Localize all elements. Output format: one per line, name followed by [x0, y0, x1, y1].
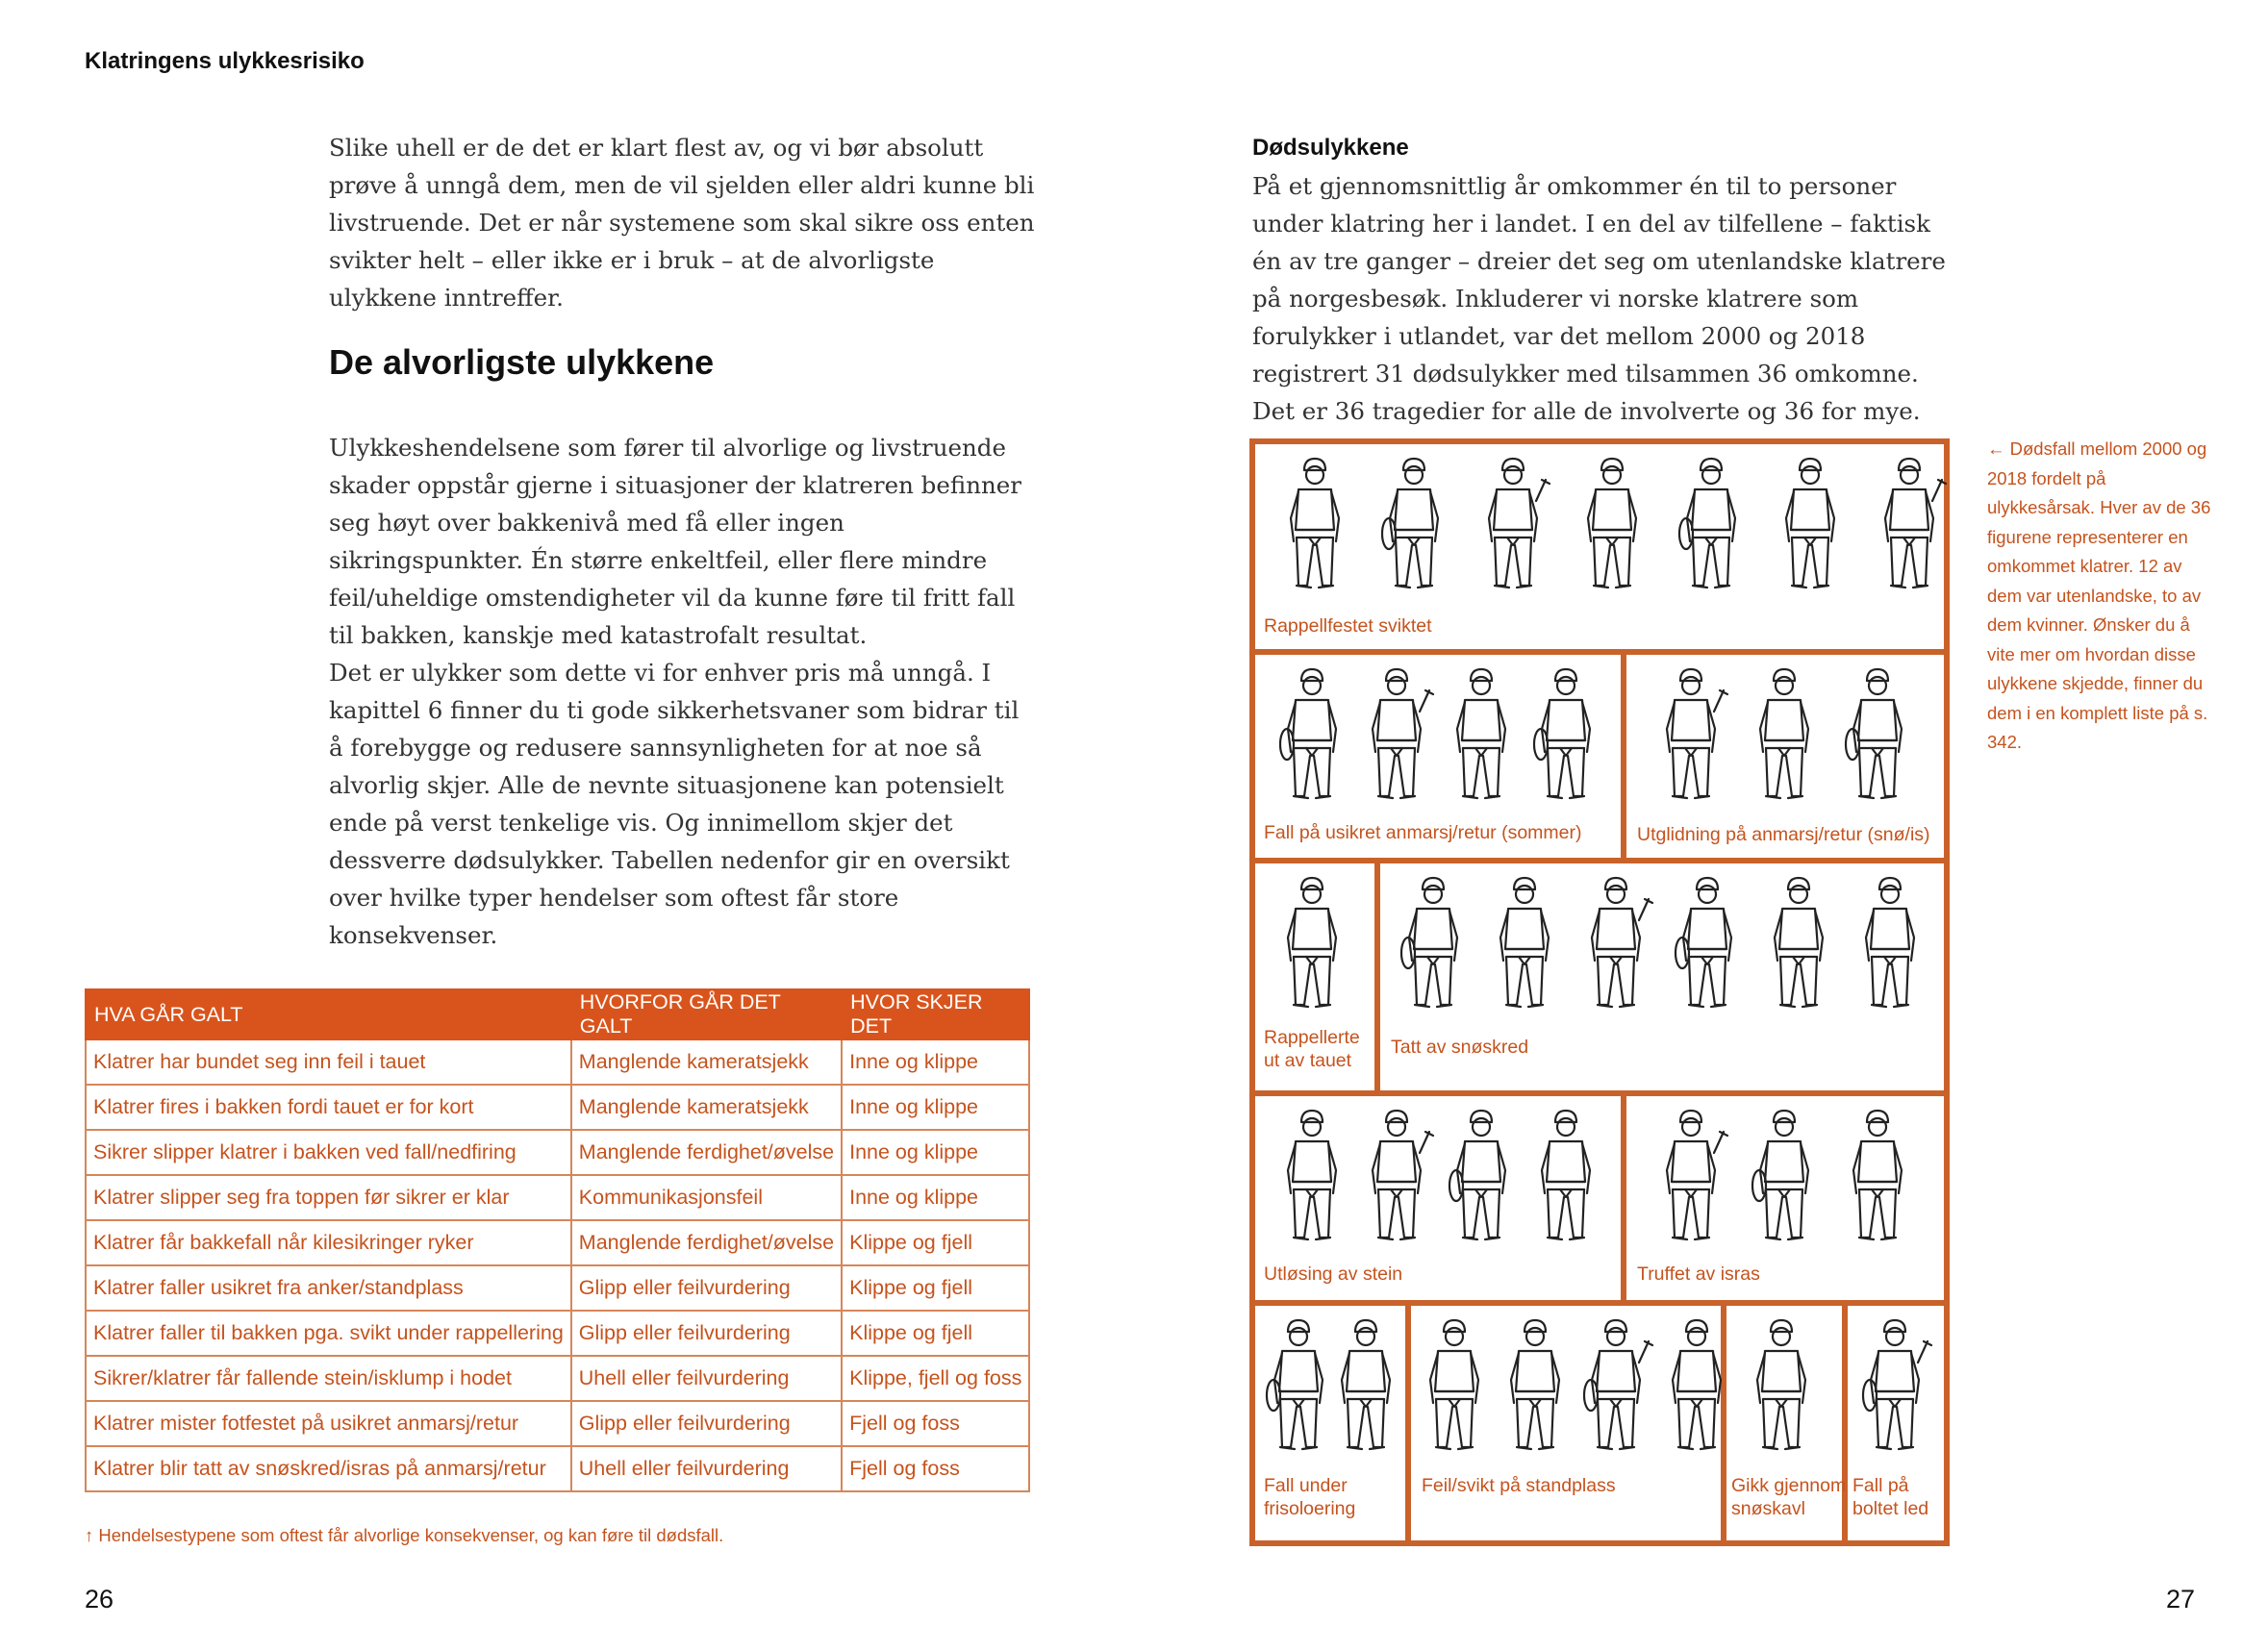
category-label: Fall på usikret anmarsj/retur (sommer) [1264, 822, 1582, 843]
table-row [86, 1446, 1029, 1491]
category-label-line: frisoloering [1264, 1498, 1356, 1519]
category-label-line: ut av tauet [1264, 1050, 1352, 1071]
climber-figure [1288, 878, 1336, 1007]
paragraph-1-text: Ulykkeshendelsene som fører til alvorlige og livstruende skader oppstår gjerne i situasjoner der klatreren befinner seg høyt over bakkenivå med få eller ingen sikringspunkter. Én større enkeltfeil, eller flere mindre feil/uheldige omstendigheter vil da kunne føre til fritt fall til bakken, kanskje med katastrofalt resultat. [329, 434, 1021, 649]
cell-what: Sikrer slipper klatrer i bakken ved fall/nedfiring [86, 1130, 571, 1175]
header-why: HVORFOR GÅR DET GALT [571, 989, 842, 1039]
climber-figure [1760, 669, 1808, 798]
climber-figure [1373, 1111, 1433, 1239]
climber-figure [1846, 669, 1902, 798]
climber-figure [1673, 1320, 1721, 1449]
cell-where: Fjell og foss [842, 1401, 1029, 1446]
cell-what: Klatrer slipper seg fra toppen før sikrer er klar [86, 1175, 571, 1220]
cell-where: Inne og klippe [842, 1085, 1029, 1130]
climber-figure [1866, 878, 1914, 1007]
intro-paragraph [329, 129, 1036, 316]
cell-what: Klatrer blir tatt av snøskred/isras på anmarsj/retur [86, 1446, 571, 1491]
climber-figure [1592, 878, 1652, 1007]
paragraph-2 [329, 654, 1036, 954]
climber-figure [1280, 669, 1336, 798]
header-what: HVA GÅR GALT [86, 989, 571, 1039]
cell-why: Glipp eller feilvurdering [571, 1401, 842, 1446]
category-label: Utløsing av stein [1264, 1263, 1403, 1285]
category-label-line: boltet led [1852, 1498, 1929, 1519]
climber-figure [1489, 459, 1550, 588]
table-row [86, 1311, 1029, 1356]
cell-where: Klippe, fjell og foss [842, 1356, 1029, 1401]
cell-why: Manglende kameratsjekk [571, 1039, 842, 1085]
category-label: Feil/svikt på standplass [1422, 1475, 1616, 1496]
category-label-line: Fall under [1264, 1475, 1348, 1496]
cell-where: Klippe og fjell [842, 1265, 1029, 1311]
risk-table-body [86, 1039, 1029, 1491]
table-row [86, 1265, 1029, 1311]
climber-figure [1542, 1111, 1590, 1239]
category-label-line: Gikk gjennom [1731, 1475, 1847, 1496]
cell-where: Klippe og fjell [842, 1311, 1029, 1356]
cell-why: Glipp eller feilvurdering [571, 1311, 842, 1356]
climber-figure [1863, 1320, 1931, 1449]
category-label: Tatt av snøskred [1391, 1037, 1529, 1058]
cell-where: Inne og klippe [842, 1039, 1029, 1085]
cell-where: Inne og klippe [842, 1130, 1029, 1175]
table-row [86, 1130, 1029, 1175]
cell-what: Klatrer faller usikret fra anker/standplass [86, 1265, 571, 1311]
category-label: Rappellfestet sviktet [1264, 615, 1432, 637]
climber-figure [1757, 1320, 1805, 1449]
climber-figure [1584, 1320, 1652, 1449]
table-header-row [86, 989, 1029, 1039]
fatality-chart [1249, 438, 1950, 1546]
cell-what: Klatrer mister fotfestet på usikret anmarsj/retur [86, 1401, 571, 1446]
climber-figure [1679, 459, 1735, 588]
risk-table [85, 988, 1030, 1492]
table-row [86, 1085, 1029, 1130]
cell-why: Glipp eller feilvurdering [571, 1265, 842, 1311]
chart-side-note: ← Dødsfall mellom 2000 og 2018 fordelt på ulykkesårsak. Hver av de 36 figurene representerer en omkommet klatrer. 12 av dem var utenlandske, to av dem kvinner. Ønsker du å vite mer om hvordan disse ulykkene skjedde, finner du dem i en komplett liste på s. 342. [1987, 438, 2211, 752]
climber-figure [1667, 669, 1727, 798]
cell-why: Uhell eller feilvurdering [571, 1356, 842, 1401]
category-label [1264, 1026, 1360, 1072]
right-paragraph-text: På et gjennomsnittlig år omkommer én til to personer under klatring her i landet. I en del av tilfellene – faktisk én av tre ganger – dreier det seg om utenlandske klatrere på norgesbesøk. Inkluderer vi norske klatrere som forulykker i utlandet, var det mellom 2000 og 2018 registrert 31 dødsulykker med tilsammen 36 omkomne. Det er 36 tragedier for alle de involverte og 36 for mye. [1252, 172, 1946, 425]
cell-why: Manglende ferdighet/øvelse [571, 1130, 842, 1175]
cell-why: Uhell eller feilvurdering [571, 1446, 842, 1491]
category-label: Truffet av isras [1637, 1263, 1760, 1285]
cell-why: Kommunikasjonsfeil [571, 1175, 842, 1220]
climber-figure [1267, 1320, 1323, 1449]
paragraph-2-text: Det er ulykker som dette vi for enhver pris må unngå. I kapittel 6 finner du ti gode sikkerhetsvaner som bidrar til å forebygge og redusere sannsynligheten for at noe så alvorlig skjer. Alle de nevnte situasjonene kan potensielt ende på verst tenkelige vis. Og innimellom skjer det dessverre dødsulykker. Tabellen nedenfor gir en oversikt over hvilke typer hendelser som oftest får store konsekvenser. [329, 659, 1020, 949]
category-label-line: Rappellerte [1264, 1027, 1360, 1048]
climber-figure [1449, 1111, 1505, 1239]
table-caption: ↑ Hendelsestypene som oftest får alvorlige konsekvenser, og kan føre til dødsfall. [85, 1525, 724, 1545]
cell-what: Klatrer har bundet seg inn feil i tauet [86, 1039, 571, 1085]
climber-figure [1457, 669, 1505, 798]
page-number-left: 26 [85, 1585, 114, 1613]
climber-figure [1676, 878, 1731, 1007]
category-label-line: Fall på [1852, 1475, 1909, 1496]
cell-what: Klatrer får bakkefall når kilesikringer ryker [86, 1220, 571, 1265]
climber-figure [1853, 1111, 1902, 1239]
climber-figure [1373, 669, 1433, 798]
climber-figure [1288, 1111, 1336, 1239]
climber-figure [1667, 1111, 1727, 1239]
paragraph-1 [329, 429, 1036, 654]
cell-where: Inne og klippe [842, 1175, 1029, 1220]
cell-why: Manglende kameratsjekk [571, 1085, 842, 1130]
category-label [1264, 1474, 1355, 1520]
climber-figure [1430, 1320, 1478, 1449]
section-heading: De alvorligste ulykkene [329, 342, 715, 382]
climber-figure [1382, 459, 1438, 588]
climber-figure [1786, 459, 1834, 588]
climber-figure [1752, 1111, 1808, 1239]
table-row [86, 1220, 1029, 1265]
climber-figure [1401, 878, 1457, 1007]
chart-cell [1410, 1305, 1723, 1542]
table-row [86, 1175, 1029, 1220]
climber-figure [1588, 459, 1636, 588]
cell-what: Klatrer fires i bakken fordi tauet er for kort [86, 1085, 571, 1130]
table-row [86, 1356, 1029, 1401]
right-paragraph [1252, 167, 1959, 430]
cell-what: Klatrer faller til bakken pga. svikt under rappellering [86, 1311, 571, 1356]
intro-text: Slike uhell er de det er klart flest av, og vi bør absolutt prøve å unngå dem, men de vil sjelden eller aldri kunne bli livstruende. Det er når systemene som skal sikre oss enten svikter helt – eller ikke er i bruk – at de alvorligste ulykkene inntreffer. [329, 134, 1035, 312]
category-label [1852, 1474, 1928, 1520]
climber-figure [1500, 878, 1549, 1007]
page-number-right: 27 [2166, 1585, 2196, 1613]
category-label [1731, 1474, 1846, 1520]
table-row [86, 1039, 1029, 1085]
climber-figure [1775, 878, 1823, 1007]
cell-where: Fjell og foss [842, 1446, 1029, 1491]
category-label: Utglidning på anmarsj/retur (snø/is) [1637, 824, 1930, 845]
category-label-line: snøskavl [1731, 1498, 1805, 1519]
climber-figure [1534, 669, 1590, 798]
climber-figure [1511, 1320, 1559, 1449]
header-where: HVOR SKJER DET [842, 989, 1029, 1039]
cell-why: Manglende ferdighet/øvelse [571, 1220, 842, 1265]
climber-figure [1342, 1320, 1390, 1449]
running-head: Klatringens ulykkesrisiko [85, 48, 365, 74]
climber-figure [1885, 459, 1946, 588]
climber-figure [1291, 459, 1339, 588]
cell-what: Sikrer/klatrer får fallende stein/isklump i hodet [86, 1356, 571, 1401]
cell-where: Klippe og fjell [842, 1220, 1029, 1265]
subheading-dodsulykkene: Dødsulykkene [1252, 135, 1409, 161]
table-row [86, 1401, 1029, 1446]
chart-svg [1252, 441, 1947, 1543]
